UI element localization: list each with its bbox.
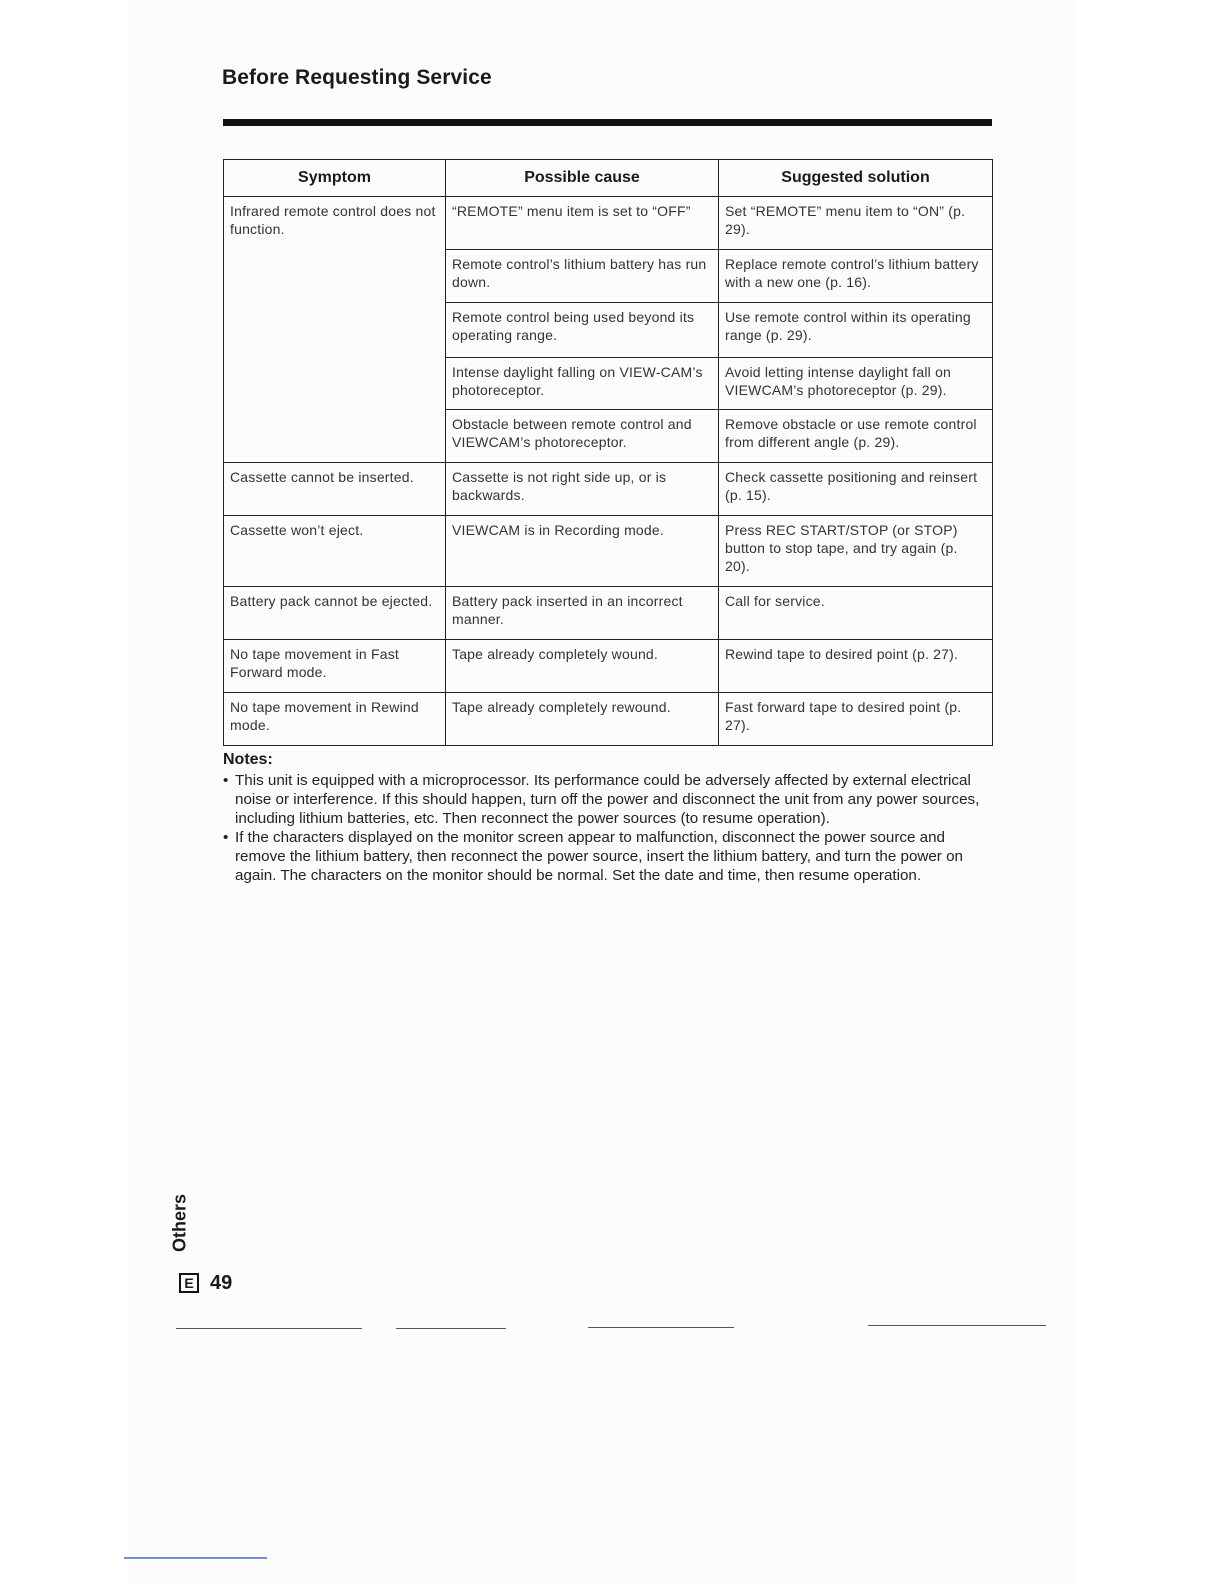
table-header-row (224, 160, 993, 197)
solution-cell (719, 303, 993, 358)
solution-cell (719, 516, 993, 587)
symptom-text: No tape movement in Rewind mode. (230, 699, 419, 733)
cause-text: Tape already completely wound. (452, 646, 659, 662)
solution-text: Remove obstacle or use remote control from different angle (p. 29). (725, 416, 977, 450)
cause-cell (446, 516, 719, 587)
cause-cell (446, 587, 719, 640)
cause-text: Battery pack inserted in an incorrect manner. (452, 593, 683, 627)
cause-cell (446, 250, 719, 303)
solution-text: Avoid letting intense daylight fall on VIEWCAM’s photoreceptor (p. 29). (725, 364, 952, 398)
footer-rule (396, 1328, 506, 1329)
solution-cell (719, 358, 993, 410)
footer-rule (176, 1328, 362, 1329)
solution-text: Use remote control within its operating range (p. 29). (725, 309, 971, 343)
solution-text: Check cassette positioning and reinsert (p. 15). (725, 469, 978, 503)
column-header-symptom: Symptom (224, 160, 446, 197)
solution-cell (719, 463, 993, 516)
bullet-marker: • (223, 829, 229, 846)
symptom-text: Cassette cannot be inserted. (230, 469, 414, 485)
cause-cell (446, 197, 719, 250)
cause-text: Intense daylight falling on VIEW-CAM’s photoreceptor. (452, 364, 703, 398)
note-item (223, 771, 993, 828)
symptom-text: Infrared remote control does not function. (230, 203, 436, 237)
page-title: Before Requesting Service (222, 66, 492, 89)
table-row (224, 516, 993, 587)
symptom-text: Battery pack cannot be ejected. (230, 593, 433, 609)
cause-cell (446, 693, 719, 746)
solution-cell (719, 587, 993, 640)
solution-text: Call for service. (725, 593, 825, 609)
bullet-marker: • (223, 772, 229, 789)
solution-text: Replace remote control’s lithium battery with a new one (p. 16). (725, 256, 979, 290)
symptom-cell (224, 693, 446, 746)
table-row (224, 463, 993, 516)
solution-text: Set “REMOTE” menu item to “ON” (p. 29). (725, 203, 966, 237)
symptom-cell (224, 197, 446, 463)
solution-cell (719, 693, 993, 746)
footer-rule (588, 1327, 734, 1328)
cause-text: Tape already completely rewound. (452, 699, 671, 715)
column-header-possible-cause: Possible cause (446, 160, 719, 197)
cause-text: Remote control being used beyond its operating range. (452, 309, 695, 343)
note-text: This unit is equipped with a microprocessor. Its performance could be adversely affected by external electrical noise or interference. If this should happen, turn off the power and disconnect the unit from any power sources, including lithium batteries, etc. Then reconnect the power sources (to resume operation). (235, 772, 980, 827)
cause-text: “REMOTE” menu item is set to “OFF” (452, 203, 691, 219)
cause-text: Obstacle between remote control and VIEWCAM’s photoreceptor. (452, 416, 692, 450)
cause-text: Remote control’s lithium battery has run down. (452, 256, 707, 290)
cause-text: Cassette is not right side up, or is backwards. (452, 469, 667, 503)
page-number: 49 (210, 1272, 233, 1294)
symptom-text: No tape movement in Fast Forward mode. (230, 646, 399, 680)
section-tab-label: Others (169, 1193, 190, 1253)
troubleshooting-table (223, 159, 993, 746)
symptom-cell (224, 463, 446, 516)
note-text: If the characters displayed on the monitor screen appear to malfunction, disconnect the power source and remove the lithium battery, then reconnect the power source, insert the lithium battery, and turn the power on again. The characters on the monitor should be normal. Set the date and time, then resume operation. (235, 829, 963, 884)
symptom-cell (224, 516, 446, 587)
solution-cell (719, 197, 993, 250)
notes-section (223, 751, 993, 885)
table-row (224, 693, 993, 746)
cause-cell (446, 463, 719, 516)
solution-text: Press REC START/STOP (or STOP) button to stop tape, and try again (p. 20). (725, 522, 958, 574)
footer-rule (868, 1325, 1046, 1326)
solution-text: Rewind tape to desired point (p. 27). (725, 646, 959, 662)
solution-cell (719, 410, 993, 463)
cause-cell (446, 410, 719, 463)
table-row (224, 587, 993, 640)
solution-cell (719, 640, 993, 693)
column-header-suggested-solution: Suggested solution (719, 160, 993, 197)
cause-text: VIEWCAM is in Recording mode. (452, 522, 664, 538)
scan-mark (124, 1557, 267, 1559)
table-row (224, 197, 993, 250)
solution-text: Fast forward tape to desired point (p. 27). (725, 699, 962, 733)
cause-cell (446, 640, 719, 693)
cause-cell (446, 358, 719, 410)
symptom-cell (224, 640, 446, 693)
notes-heading: Notes: (223, 751, 273, 768)
symptom-text: Cassette won’t eject. (230, 522, 364, 538)
cause-cell (446, 303, 719, 358)
note-item (223, 828, 993, 885)
section-side-tab (164, 1190, 196, 1256)
language-badge: E (179, 1273, 199, 1293)
symptom-cell (224, 587, 446, 640)
solution-cell (719, 250, 993, 303)
title-rule (223, 119, 992, 126)
table-row (224, 640, 993, 693)
